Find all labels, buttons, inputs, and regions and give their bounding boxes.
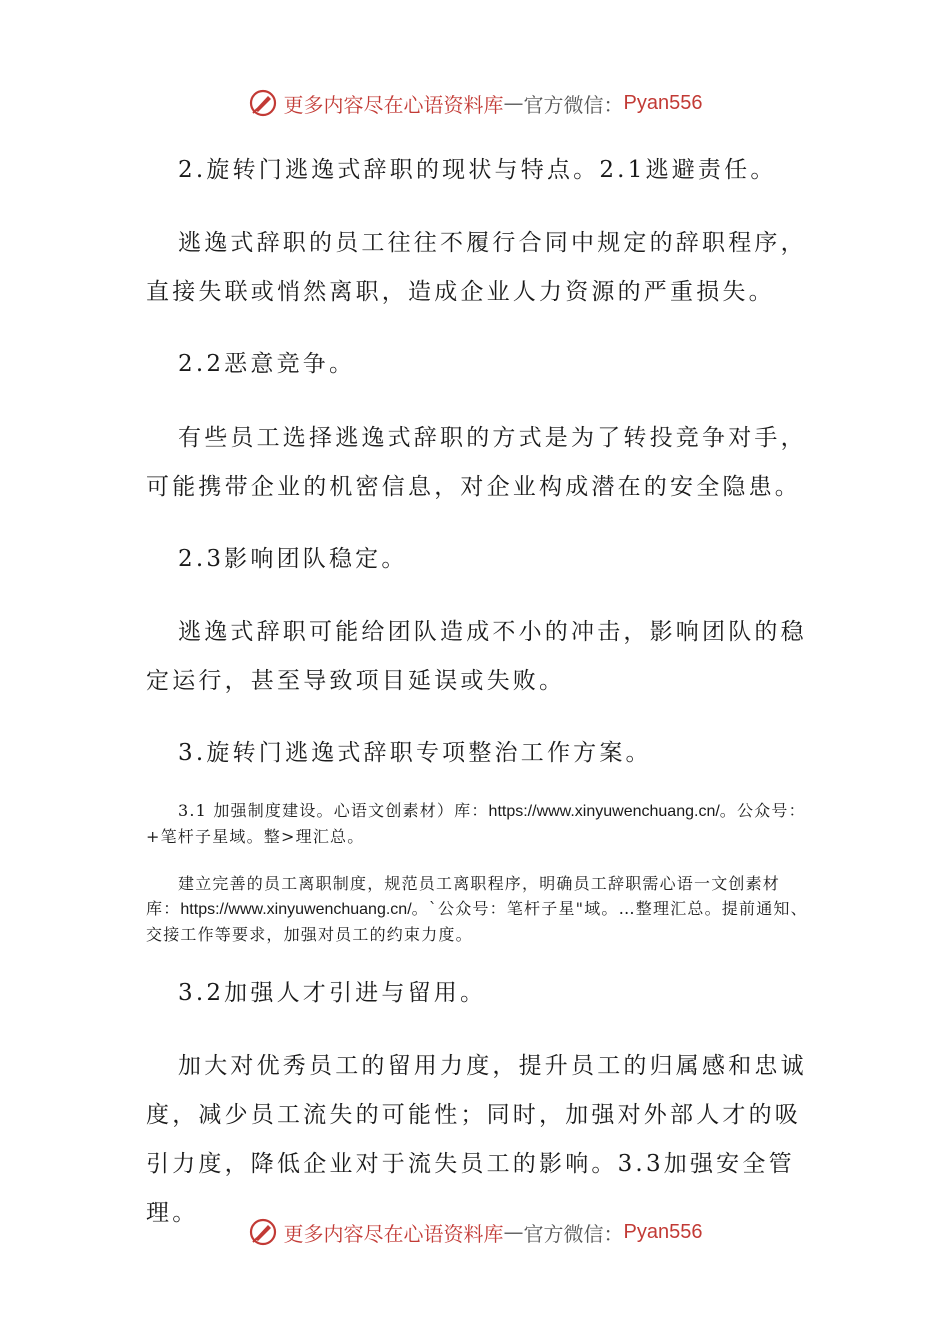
pen-circle-logo-icon [248,88,278,118]
section-2-2-heading: 2.2恶意竞争。 [178,351,356,377]
paragraph-2-1: 逃逸式辞职的员工往往不履行合同中规定的辞职程序，直接失联或悄然离职，造成企业人力资源的严重损失。 [146,230,807,305]
url-link[interactable]: https://www.xinyuwenchuang.cn/ [488,803,720,820]
text: 。`公众号：笔杆子星"域。…整理汇总。提前通知、交接工作等要求，加强对员工的约束力度。 [146,899,808,944]
paragraph-2-2: 有些员工选择逃逸式辞职的方式是为了转投竞争对手，可能携带企业的机密信息，对企业构成潜在的安全隐患。 [146,425,807,500]
section-2-3-heading: 2.3影响团队稳定。 [178,546,408,572]
banner-wechat-id: Pyan556 [623,91,703,114]
banner-dash: — [503,1220,524,1244]
banner-text: 更多内容尽在心语资料库 [283,92,504,117]
banner-text: 更多内容尽在心语资料库 [283,1221,504,1246]
section-3-heading: 3.旋转门逃逸式辞职专项整治工作方案。 [178,740,652,766]
paragraph-3-1-body [146,871,810,947]
paragraph-2-3: 逃逸式辞职可能给团队造成不小的冲击，影响团队的稳定运行，甚至导致项目延误或失败。 [146,619,807,694]
section-2-heading: 2.旋转门逃逸式辞职的现状与特点。2.1逃避责任。 [178,157,777,183]
header-banner [0,83,950,123]
paragraph-3-1-heading [146,798,810,849]
url-link[interactable]: https://www.xinyuwenchuang.cn/ [180,901,412,918]
paragraph-3-2: 加大对优秀员工的留用力度，提升员工的归属感和忠诚度，减少员工流失的可能性；同时，加强对外部人才的吸引力度，降低企业对于流失员工的影响。3.3加强安全管理。 [146,1053,807,1226]
pen-circle-logo-icon [248,1217,278,1247]
footer-banner [0,1212,950,1252]
section-3-2-heading: 3.2加强人才引进与留用。 [178,980,487,1006]
banner-wechat-label: 官方微信： [523,92,624,117]
banner-dash: — [503,91,524,115]
text: 3.1 加强制度建设。心语文创素材）库： [178,801,489,820]
banner-wechat-label: 官方微信： [523,1221,624,1246]
text: 。公众号：+笔杆子星域。整>理汇总。 [146,801,806,846]
banner-wechat-id: Pyan556 [623,1220,703,1243]
text: 建立完善的员工离职制度，规范员工离职程序，明确员工辞职需心语一文创素材库： [146,874,781,918]
